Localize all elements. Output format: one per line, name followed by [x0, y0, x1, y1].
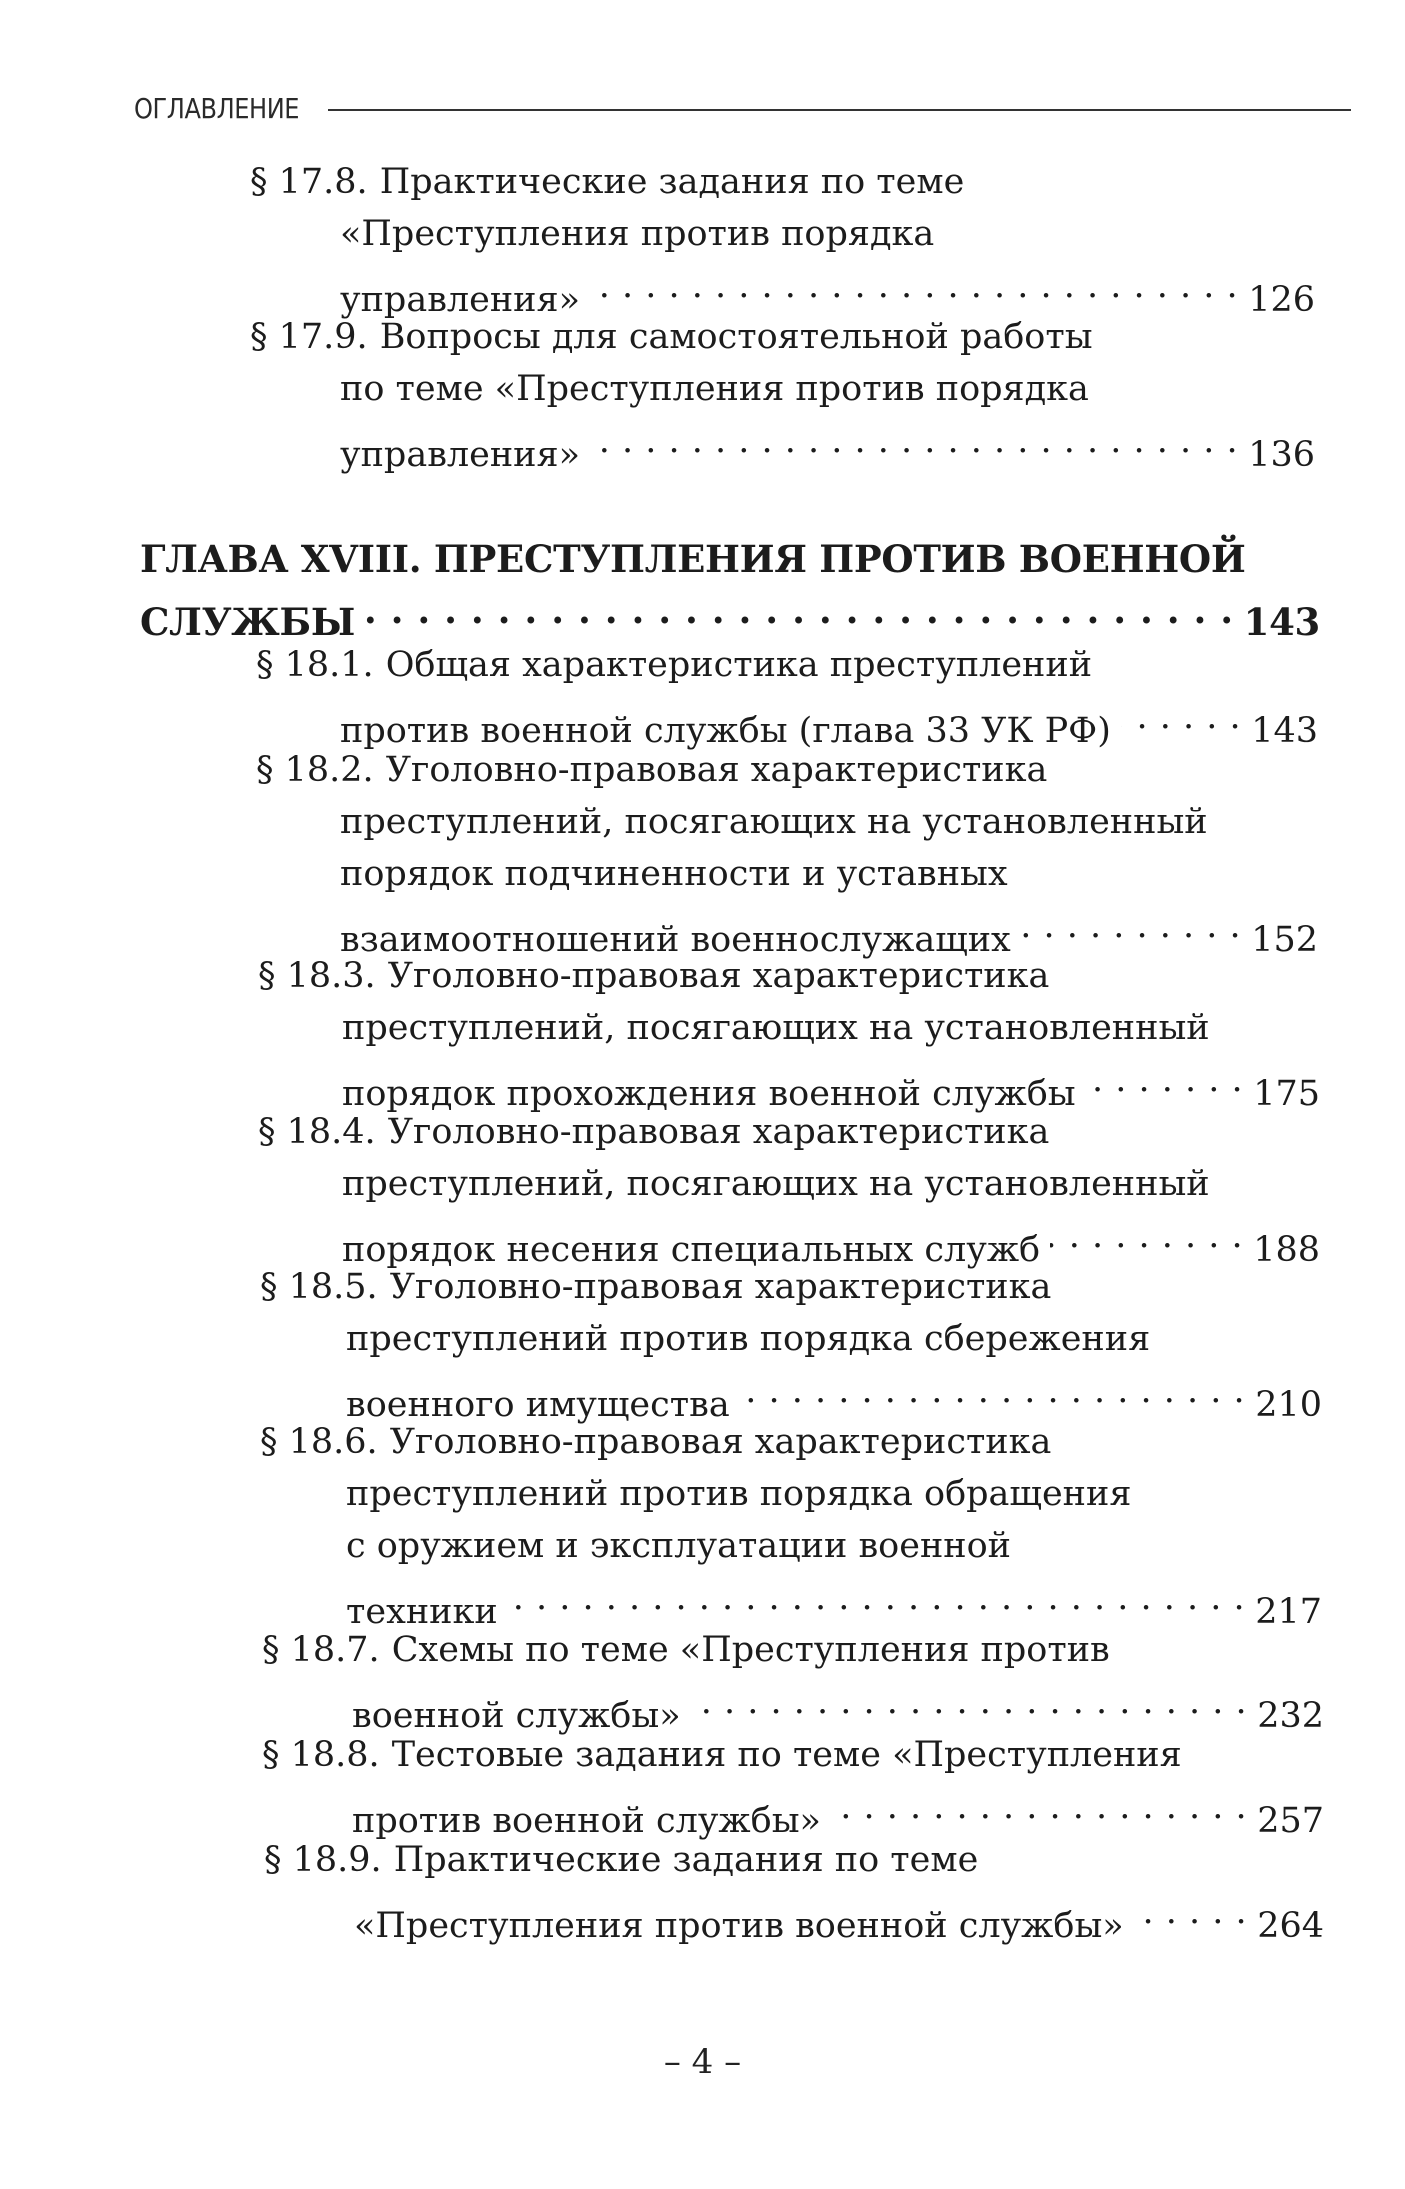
toc-entry-title: Вопросы для самостоятельной работы	[379, 317, 1093, 357]
dot-leader	[1050, 1211, 1243, 1261]
toc-entry-line	[340, 901, 1318, 960]
toc-entry-page-number: 188	[1253, 1230, 1320, 1270]
toc-entry-title: против военной службы (глава 33 УК РФ)	[340, 711, 1111, 751]
toc-entry-title: Уголовно-правовая характеристика	[387, 956, 1050, 996]
dot-leader	[740, 1366, 1246, 1416]
dot-leader	[590, 416, 1238, 466]
toc-entry-line	[340, 261, 1315, 320]
toc-entry-line	[340, 416, 1315, 475]
toc-entry-line	[340, 849, 1008, 899]
toc-entry-title: преступлений, посягающих на установленный	[342, 1164, 1210, 1204]
toc-entry-number: § 18.3.	[258, 956, 376, 996]
toc-entry-title: военной службы»	[352, 1696, 681, 1736]
toc-entry-number: § 18.6.	[260, 1422, 378, 1462]
toc-entry-title: взаимоотношений военнослужащих	[340, 920, 1011, 960]
toc-entry-title: преступлений против порядка обращения	[346, 1474, 1132, 1514]
toc-entry-line	[258, 1107, 1049, 1157]
toc-entry-page-number: 217	[1255, 1592, 1322, 1632]
running-head-title: ОГЛАВЛЕНИЕ	[134, 91, 300, 125]
toc-entry-title: преступлений против порядка сбережения	[346, 1319, 1151, 1359]
dot-leader	[1021, 901, 1241, 951]
toc-entry-line	[264, 1835, 978, 1885]
toc-entry-number: § 18.4.	[258, 1112, 376, 1152]
toc-entry-title: Уголовно-правовая характеристика	[389, 1422, 1052, 1462]
toc-entry-line	[354, 1887, 1324, 1946]
chapter-heading-tail: СЛУЖБЫ	[140, 600, 356, 644]
chapter-page-number: 143	[1243, 600, 1320, 644]
dot-leader	[1134, 1887, 1247, 1937]
toc-entry-page-number: 257	[1257, 1801, 1324, 1841]
toc-entry-line	[342, 1211, 1320, 1270]
toc-entry-title: преступлений, посягающих на установленный	[342, 1008, 1210, 1048]
toc-entry-page-number: 264	[1257, 1906, 1324, 1946]
toc-entry-line	[262, 1625, 1110, 1675]
dot-leader	[1086, 1055, 1244, 1105]
toc-entry-line	[342, 1003, 1210, 1053]
toc-entry-title: преступлений, посягающих на установленный	[340, 802, 1208, 842]
toc-entry-line	[346, 1573, 1322, 1632]
chapter-heading-text: ГЛАВА XVIII. ПРЕСТУПЛЕНИЯ ПРОТИВ ВОЕННОЙ	[140, 537, 1246, 581]
chapter-heading-line-2	[140, 585, 1320, 644]
toc-entry-line	[258, 951, 1049, 1001]
dot-leader	[508, 1573, 1246, 1623]
toc-entry-title: Уголовно-правовая характеристика	[387, 1112, 1050, 1152]
toc-entry-line	[346, 1469, 1131, 1519]
toc-entry-number: § 18.1.	[256, 645, 374, 685]
toc-entry-page-number: 232	[1257, 1696, 1324, 1736]
toc-entry-line	[342, 1055, 1320, 1114]
toc-entry-title: порядок подчиненности и уставных	[340, 854, 1008, 894]
toc-entry-title: Тестовые задания по теме «Преступления	[391, 1735, 1182, 1775]
toc-entry-line	[260, 1262, 1051, 1312]
toc-entry-line	[346, 1521, 1011, 1571]
toc-entry-page-number: 143	[1251, 711, 1318, 751]
toc-entry-title: Схемы по теме «Преступления против	[391, 1630, 1110, 1670]
toc-entry-number: § 17.9.	[250, 317, 368, 357]
toc-entry-title: «Преступления против порядка	[340, 214, 935, 254]
toc-entry-title: управления»	[340, 435, 580, 475]
toc-entry-title: порядок несения специальных служб	[342, 1230, 1041, 1270]
toc-entry-line	[346, 1366, 1322, 1425]
toc-entry-page-number: 210	[1255, 1385, 1322, 1425]
toc-entry-title: Практические задания по теме	[379, 162, 965, 202]
toc-entry-page-number: 126	[1248, 280, 1315, 320]
toc-entry-title: техники	[346, 1592, 498, 1632]
toc-entry-number: § 18.5.	[260, 1267, 378, 1307]
toc-entry-title: Уголовно-правовая характеристика	[385, 750, 1048, 790]
toc-entry-line	[342, 1159, 1210, 1209]
toc-entry-number: § 17.8.	[250, 162, 368, 202]
toc-entry-title: «Преступления против военной службы»	[354, 1906, 1124, 1946]
toc-entry-line	[340, 797, 1208, 847]
toc-entry-title: Общая характеристика преступлений	[385, 645, 1093, 685]
toc-entry-line	[250, 312, 1093, 362]
toc-entry-title: военного имущества	[346, 1385, 730, 1425]
toc-entry-page-number: 136	[1248, 435, 1315, 475]
dot-leader	[365, 585, 1234, 635]
toc-entry-line	[340, 209, 934, 259]
toc-entry-title: Практические задания по теме	[393, 1840, 979, 1880]
dot-leader	[590, 261, 1238, 311]
toc-entry-title: против военной службы»	[352, 1801, 821, 1841]
toc-entry-line	[340, 692, 1318, 751]
toc-entry-title: Уголовно-правовая характеристика	[389, 1267, 1052, 1307]
toc-entry-page-number: 152	[1251, 920, 1318, 960]
toc-entry-line	[346, 1314, 1150, 1364]
toc-entry-line	[352, 1677, 1324, 1736]
toc-entry-number: § 18.8.	[262, 1735, 380, 1775]
toc-entry-number: § 18.2.	[256, 750, 374, 790]
toc-entry-title: управления»	[340, 280, 580, 320]
toc-entry-line	[262, 1730, 1182, 1780]
dot-leader	[691, 1677, 1248, 1727]
chapter-heading-line-1	[140, 534, 1320, 584]
toc-entry-line	[340, 364, 1089, 414]
toc-entry-line	[256, 640, 1092, 690]
toc-entry-line	[260, 1417, 1051, 1467]
toc-entry-line	[256, 745, 1047, 795]
toc-entry-line	[352, 1782, 1324, 1841]
toc-entry-number: § 18.7.	[262, 1630, 380, 1670]
dot-leader	[831, 1782, 1247, 1832]
dot-leader	[1121, 692, 1241, 742]
toc-entry-line	[250, 157, 964, 207]
toc-entry-page-number: 175	[1253, 1074, 1320, 1114]
toc-entry-title: по теме «Преступления против порядка	[340, 369, 1089, 409]
page-number: – 4 –	[663, 2042, 742, 2082]
toc-entry-title: порядок прохождения военной службы	[342, 1074, 1076, 1114]
toc-entry-title: с оружием и эксплуатации военной	[346, 1526, 1011, 1566]
toc-entry-number: § 18.9.	[264, 1840, 382, 1880]
